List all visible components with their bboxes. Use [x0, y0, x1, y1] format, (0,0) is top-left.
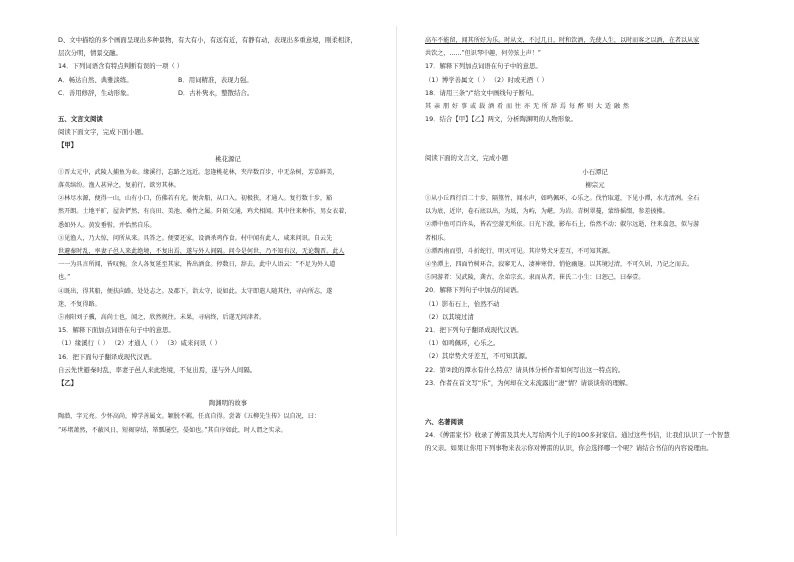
text2-para5: ⑤同游者：吴武陵，龚古，余弟宗玄。隶而从者，崔氏二小生：曰恕己，曰奉壹。 — [425, 274, 645, 282]
q14-option-a: A．畅达自然、典雅淡练。 — [58, 75, 133, 84]
q14-options-row1 — [58, 74, 398, 87]
q21-item2: （2）其岸势犬牙差互，不可知其源。 — [425, 352, 532, 361]
question-24-line2: 的父亲。如果让你用下列事物来表示你对傅雷的认识，你会选择哪一个呢？请结合书信的内容说理由。 — [425, 444, 713, 453]
jia-para4-cont: 迷，不复得路。 — [58, 300, 101, 308]
q14-option-d: D．古朴隽永，整散结合。 — [178, 88, 254, 97]
question-18: 18．请用三条“/”给文中画线句子断句。 — [425, 88, 538, 97]
yi-cont-line2: 共饮之，……“但识琴中趣，何劳弦上声！” — [425, 50, 541, 58]
q14-options-row2 — [58, 87, 398, 100]
text2-para1-cont: 以为底，近岸，卷石底以出，为坻，为屿，为嵁，为岩。青树翠蔓，蒙络摇缀，参差披拂。 — [425, 208, 669, 216]
q14-option-c: C．善用修辞，生动形象。 — [58, 88, 133, 97]
jia-para3-end: 也。” — [58, 274, 71, 282]
option-d-line1: D、文中描绘的多个画面呈现出多种景物，有大有小，有远有近，有静有动，表现出多重意境，刚柔相济， — [58, 36, 357, 44]
q20-item1: （1）影布石上，佁然不动 — [425, 299, 500, 308]
left-column — [58, 34, 398, 437]
jia-para5: ⑤南阳刘子骥，高尚士也，闻之，欣然规往。未果，寻病终，后遂无问津者。 — [58, 314, 266, 322]
question-21: 21．把下列句子翻译成现代汉语。 — [425, 326, 523, 335]
jia-para1: ①晋太元中，武陵人捕鱼为业。缘溪行，忘路之远近。忽逢桃花林，夹岸数百步，中无杂树，芳草鲜美， — [58, 168, 339, 176]
jia-para3-underlined: 世避秦时乱，率妻子邑人来此绝境，不复出焉，遂与外人间隔。问今是何世，乃不知有汉，无论魏晋。此人 — [58, 248, 345, 256]
question-17: 17．解释下列加点词语在句子中的意思。 — [425, 62, 542, 71]
right-column — [425, 34, 765, 456]
reading-instruction: 阅读下面文字，完成下面小题。 — [58, 128, 148, 137]
yi-cont-line1: 高车不能留，闻其所好为乐。时从文，不过几日，时和饮酒，先使人生，以时而客之以酒，在者以从家 — [425, 37, 700, 44]
option-d-line2: 层次分明，情景交融。 — [58, 49, 122, 58]
question-23: 23．作者在首文写“乐”，为何却在文末流露出“凄”情？请谈谈你的理解。 — [425, 378, 632, 387]
text2-para2-cont: 者相乐。 — [425, 234, 450, 242]
q15-items: （1）缘溪行（ ） （2）才通人（ ） （3）咸来问讯（ ） — [58, 339, 221, 348]
reading-instruction-2: 阅读下面的文言文，完成小题 — [425, 154, 509, 163]
yi-line1: 陶潜，字元亮。少怀高尚，博学善属文。颖脱不羁，任真自得。尝著《五柳先生传》以自况，曰： — [58, 413, 321, 421]
q20-item2: （2）以其境过清 — [425, 312, 474, 321]
question-22: 22．第②段的潭水有什么特点？请具体分析作者如何写出这一特点的。 — [425, 365, 625, 374]
passage-title-2: 小石潭记 — [582, 167, 608, 176]
passage-jia-title: 桃花源记 — [215, 154, 241, 163]
question-19: 19．结合【甲】【乙】两文，分析陶渊明的人物形象。 — [425, 115, 577, 124]
passage-jia-label: 【甲】 — [58, 141, 78, 150]
q18-sentence: 其亲朋好事或载酒肴而往亦无所辞焉每醉则大适融然 — [425, 103, 632, 111]
q16-sentence: 自云先世避秦时乱，率妻子邑人来此绝境，不复出焉，遂与外人间隔。 — [58, 365, 257, 374]
q14-option-b: B．用词精准，表现力强。 — [178, 75, 253, 84]
jia-para1-cont: 落英缤纷。渔人甚异之，复前行，欲穷其林。 — [58, 182, 180, 190]
section-5-heading: 五、文言文阅读 — [58, 115, 103, 124]
q17-items: （1）博学善属文（ ） （2）时或无酒（ ） — [425, 75, 548, 84]
jia-para3: ③见渔人，乃大惊，问所从来。具答之。便要还家，设酒杀鸡作食。村中闻有此人，咸来问讯。自云先 — [58, 234, 333, 242]
passage-yi-label: 【乙】 — [58, 379, 78, 388]
text2-para2: ②潭中鱼可百许头，皆若空游无所依。日光下澈，影布石上，佁然不动；俶尔远逝，往来翕忽，似与游 — [425, 221, 700, 229]
yi-line2: “环堵萧然，不蔽风日，短褐穿结，箪瓢屡空，晏如也。”其自序如此，时人谓之实录。 — [58, 426, 287, 434]
question-14: 14．下列词语含有特点判断有误的一项（ ） — [58, 62, 184, 71]
text2-para3: ③潭西南而望，斗折蛇行，明灭可见。其岸势犬牙差互，不可知其源。 — [425, 247, 614, 255]
question-20: 20．解释下列句子中加点的词语。 — [425, 286, 523, 295]
section-6-heading: 六、名著阅读 — [425, 418, 464, 427]
text2-para4: ④坐潭上，四面竹树环合，寂寥无人，凄神寒骨，悄怆幽邃。以其境过清，不可久居，乃记之而去。 — [425, 261, 694, 269]
jia-para2-cont2: 悉如外人。黄发垂髫，并怡然自乐。 — [58, 221, 156, 229]
jia-para3-cont: 一一为具言所闻，皆叹惋。余人各复延至其家，皆出酒食。停数日，辞去。此中人语云：“不足为外人道 — [58, 261, 336, 269]
question-15: 15．解释下面加点词语在句子中的意思。 — [58, 326, 175, 335]
q21-item1: （1）如鸣佩环，心乐之。 — [425, 339, 500, 348]
text2-para1: ①从小丘西行百二十步，隔篁竹，闻水声，如鸣佩环，心乐之。伐竹取道，下见小潭，水尤清冽。全石 — [425, 195, 700, 203]
jia-para2-cont: 然开朗。土地平旷，屋舍俨然，有良田、美池、桑竹之属。阡陌交通，鸡犬相闻。其中往来种作，男女衣着， — [58, 208, 351, 216]
jia-para2: ②林尽水源，便得一山，山有小口，仿佛若有光。便舍船，从口入。初极狭，才通人。复行数十步，豁 — [58, 195, 333, 203]
question-16: 16．把下面句子翻译成现代汉语。 — [58, 352, 156, 361]
question-24-line1: 24．《傅雷家书》收录了傅雷及其夫人写给两个儿子的100多封家信。通过这些书信，让我们认识了一个智慧 — [425, 431, 730, 440]
jia-para4: ④既出，得其船，便扶向路，处处志之。及郡下，诣太守，说如此。太守即遣人随其往，寻向所志，遂 — [58, 287, 333, 295]
passage-author-2: 柳宗元 — [585, 180, 605, 189]
passage-yi-title: 陶渊明的故事 — [208, 399, 248, 408]
